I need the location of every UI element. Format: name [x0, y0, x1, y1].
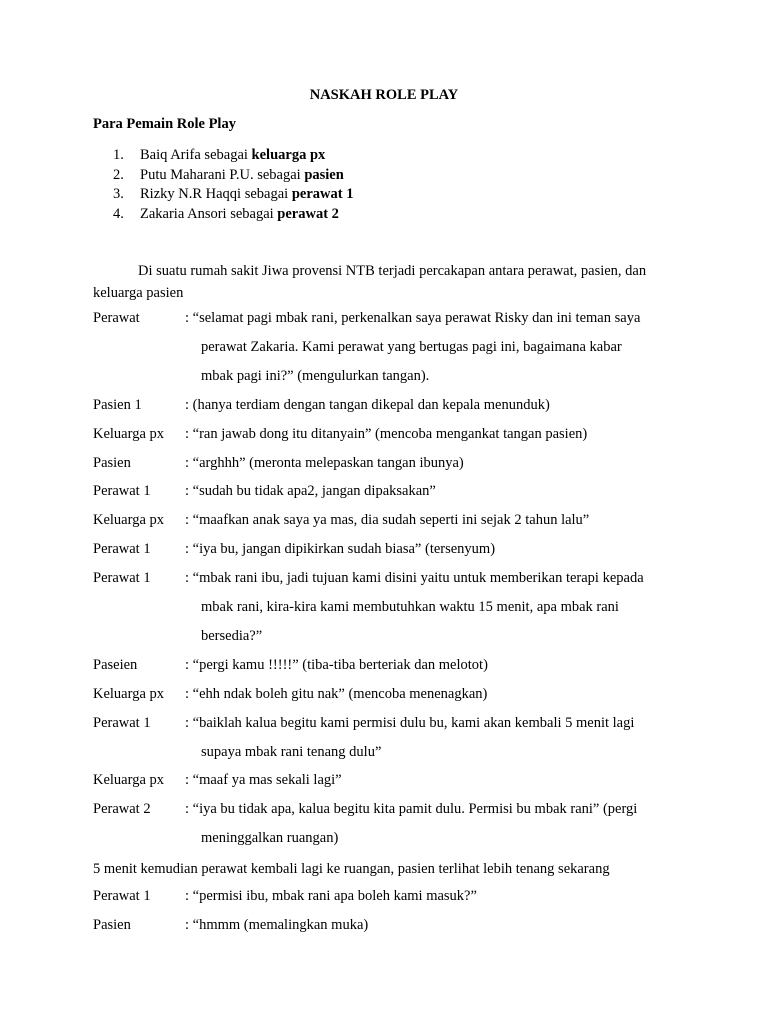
list-number: 4. — [113, 205, 124, 222]
dialogue-line: : “ehh ndak boleh gitu nak” (mencoba menenagkan) — [185, 685, 488, 702]
dialogue-line: : “arghhh” (meronta melepaskan tangan ibunya) — [185, 454, 464, 471]
player-role: keluarga px — [251, 147, 326, 163]
speaker-label: Paseien — [93, 656, 138, 673]
player-name: Rizky N.R Haqqi sebagai — [140, 186, 292, 202]
dialogue-line: mbak pagi ini?” (mengulurkan tangan). — [201, 367, 430, 384]
dialogue-line: bersedia?” — [201, 627, 263, 644]
dialogue-line: : “sudah bu tidak apa2, jangan dipaksakan” — [185, 483, 436, 500]
list-item — [113, 146, 353, 166]
speaker-label: Keluarga px — [93, 685, 164, 702]
page-title: NASKAH ROLE PLAY — [309, 87, 459, 103]
dialogue-line: : (hanya terdiam dengan tangan dikepal dan kepala menunduk) — [185, 396, 550, 413]
player-name: Putu Maharani P.U. sebagai — [140, 166, 305, 183]
intro-line: Di suatu rumah sakit Jiwa provensi NTB terjadi percakapan antara perawat, pasien, dan — [138, 263, 647, 279]
speaker-label: Pasien 1 — [93, 396, 142, 413]
dialogue-line: : “mbak rani ibu, jadi tujuan kami disini yaitu untuk memberikan terapi kepada — [185, 570, 644, 587]
player-name: Zakaria Ansori sebagai — [140, 205, 278, 222]
intro-line: keluarga pasien — [93, 285, 184, 301]
speaker-label: Perawat 1 — [93, 888, 151, 904]
speaker-label: Keluarga px — [93, 772, 164, 789]
speaker-label: Pasien — [93, 454, 131, 471]
narration: 5 menit kemudian perawat kembali lagi ke ruangan, pasien terlihat lebih tenang sekarang — [93, 861, 610, 878]
dialogue-line: perawat Zakaria. Kami perawat yang bertugas pagi ini, bagaimana kabar — [201, 338, 622, 355]
speaker-label: Keluarga px — [93, 425, 164, 442]
speaker-label: Perawat — [93, 310, 140, 326]
speaker-label: Perawat 1 — [93, 483, 151, 500]
dialogue-line: : “maafkan anak saya ya mas, dia sudah seperti ini sejak 2 tahun lalu” — [185, 512, 590, 529]
intro-paragraph — [93, 260, 693, 304]
speaker-label: Perawat 1 — [93, 570, 151, 587]
player-name: Baiq Arifa sebagai — [140, 147, 252, 163]
speaker-label: Perawat 2 — [93, 801, 151, 818]
list-number: 1. — [113, 147, 124, 163]
speaker-label: Pasien — [93, 916, 131, 933]
dialogue-line: : “iya bu, jangan dipikirkan sudah biasa” (tersenyum) — [185, 541, 496, 558]
speaker-label: Perawat 1 — [93, 714, 151, 731]
dialogue-line: : “iya bu tidak apa, kalua begitu kita pamit dulu. Permisi bu mbak rani” (pergi — [185, 801, 638, 818]
section-heading: Para Pemain Role Play — [93, 116, 236, 132]
dialogue-line: : “pergi kamu !!!!!” (tiba-tiba berteriak dan melotot) — [185, 656, 488, 673]
player-role: pasien — [304, 166, 344, 183]
dialogue-line: meninggalkan ruangan) — [201, 830, 339, 847]
dialogue-line: : “permisi ibu, mbak rani apa boleh kami masuk?” — [185, 888, 477, 904]
list-number: 3. — [113, 186, 124, 202]
dialogue-line: : “ran jawab dong itu ditanyain” (mencoba mengankat tangan pasien) — [185, 425, 588, 442]
player-list — [113, 146, 353, 224]
dialogue-line: : “hmmm (memalingkan muka) — [185, 916, 369, 933]
speaker-label: Keluarga px — [93, 512, 164, 529]
dialogue-line: : “selamat pagi mbak rani, perkenalkan saya perawat Risky dan ini teman saya — [185, 310, 641, 326]
dialogue-line: : “maaf ya mas sekali lagi” — [185, 772, 342, 789]
dialogue-line: mbak rani, kira-kira kami membutuhkan waktu 15 menit, apa mbak rani — [201, 599, 619, 615]
dialogue-line: supaya mbak rani tenang dulu” — [201, 743, 382, 760]
list-item — [113, 166, 353, 186]
dialogue-line: : “baiklah kalua begitu kami permisi dulu bu, kami akan kembali 5 menit lagi — [185, 714, 635, 731]
speaker-label: Perawat 1 — [93, 541, 151, 558]
player-role: perawat 1 — [291, 186, 354, 202]
player-role: perawat 2 — [277, 205, 339, 222]
list-item — [113, 205, 353, 225]
list-item — [113, 185, 353, 205]
list-number: 2. — [113, 166, 124, 183]
